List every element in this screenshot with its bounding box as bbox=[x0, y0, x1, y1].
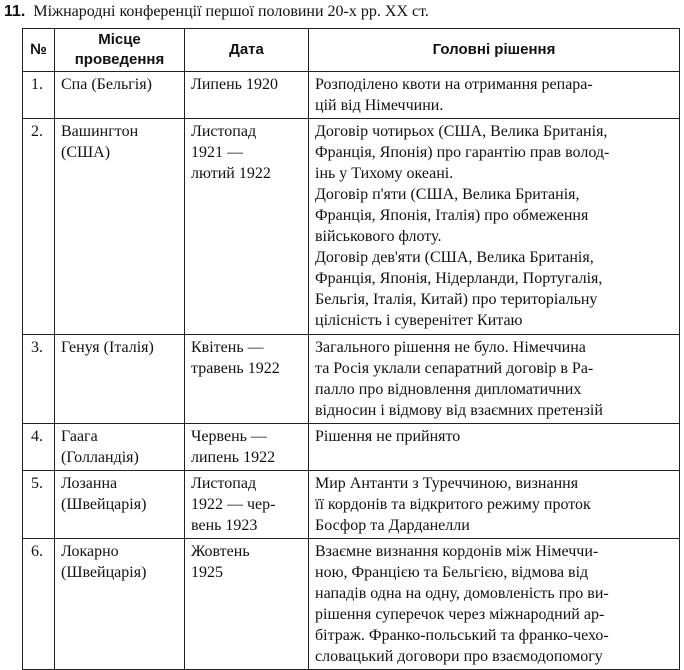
decision-line: Договір дев'яти (США, Велика Британія, bbox=[315, 249, 594, 266]
date-line: Жовтень bbox=[191, 543, 250, 560]
place-line: Спа (Бельгія) bbox=[61, 76, 152, 93]
date-line: 1922 — чер- bbox=[191, 496, 276, 513]
header-place-line1: Місце bbox=[98, 31, 141, 48]
place-line: (США) bbox=[61, 144, 111, 161]
row-number: 4. bbox=[23, 424, 55, 471]
decision-line: військового флоту. bbox=[315, 228, 442, 245]
row-number: 2. bbox=[23, 119, 55, 335]
place-cell bbox=[55, 335, 185, 424]
date-line: вень 1923 bbox=[191, 517, 258, 534]
date-cell bbox=[185, 119, 309, 335]
place-line: Лозанна bbox=[61, 475, 118, 492]
header-decisions: Головні рішення bbox=[309, 29, 680, 72]
table-row bbox=[23, 471, 680, 539]
date-cell bbox=[185, 539, 309, 670]
decisions-cell bbox=[309, 72, 680, 119]
table-row bbox=[23, 72, 680, 119]
decision-line: Договір п'яти (США, Велика Британія, bbox=[315, 186, 580, 203]
decision-line: Франція, Японія, Італія) про обмеження bbox=[315, 207, 589, 224]
place-line: Локарно bbox=[61, 543, 119, 560]
decisions-cell bbox=[309, 119, 680, 335]
date-line: липень 1922 bbox=[191, 449, 276, 466]
date-line: Липень 1920 bbox=[191, 76, 278, 93]
place-cell bbox=[55, 424, 185, 471]
decision-line: ною, Францією та Бельгією, відмова від bbox=[315, 564, 589, 581]
decision-line: рішення суперечок через міжнародний ар- bbox=[315, 606, 605, 623]
decision-line: та Росія уклали сепаратний договір в Ра- bbox=[315, 360, 594, 377]
place-cell bbox=[55, 539, 185, 670]
decisions-cell bbox=[309, 424, 680, 471]
place-cell bbox=[55, 471, 185, 539]
decision-line: Загального рішення не було. Німеччина bbox=[315, 339, 586, 356]
decision-line: словацький договори про взаємодопомогу bbox=[315, 648, 603, 665]
decision-line: Розподілено квоти на отримання репара- bbox=[315, 76, 593, 93]
decision-line: Бельгія, Італія, Китай) про територіальну bbox=[315, 291, 598, 308]
header-date: Дата bbox=[185, 29, 309, 72]
decisions-cell bbox=[309, 335, 680, 424]
decision-line: Мир Антанти з Туреччиною, визнання bbox=[315, 475, 579, 492]
table-header-row bbox=[23, 29, 680, 72]
decision-line: інь у Тихому океані. bbox=[315, 165, 454, 182]
place-line: Генуя (Італія) bbox=[61, 339, 154, 356]
header-place bbox=[55, 29, 185, 72]
header-num: № bbox=[23, 29, 55, 72]
date-cell bbox=[185, 335, 309, 424]
date-line: 1921 — bbox=[191, 144, 243, 161]
table-row bbox=[23, 335, 680, 424]
date-cell bbox=[185, 471, 309, 539]
row-number: 6. bbox=[23, 539, 55, 670]
conferences-table bbox=[22, 28, 680, 670]
row-number: 1. bbox=[23, 72, 55, 119]
date-line: Листопад bbox=[191, 123, 257, 140]
date-line: травень 1922 bbox=[191, 360, 280, 377]
decision-line: Взаємне визнання кордонів між Німеччи- bbox=[315, 543, 599, 560]
decisions-cell bbox=[309, 471, 680, 539]
date-line: Листопад bbox=[191, 475, 257, 492]
decision-line: Договір чотирьох (США, Велика Британія, bbox=[315, 123, 608, 140]
section-title: Міжнародні конференції першої половини 20-х рр. XX ст. bbox=[33, 3, 429, 20]
row-number: 5. bbox=[23, 471, 55, 539]
table-row bbox=[23, 119, 680, 335]
place-cell bbox=[55, 119, 185, 335]
date-line: Червень — bbox=[191, 428, 267, 445]
date-cell bbox=[185, 424, 309, 471]
decision-line: Франція, Японія, Нідерланди, Португалія, bbox=[315, 270, 603, 287]
decision-line: відносин і відмову від взаємних претензій bbox=[315, 402, 603, 419]
place-line: Вашингтон bbox=[61, 123, 139, 140]
decision-line: Рішення не прийнято bbox=[315, 428, 461, 445]
table-body bbox=[23, 72, 680, 670]
header-place-line2: проведення bbox=[74, 51, 165, 68]
decision-line: палло про відновлення дипломатичних bbox=[315, 381, 582, 398]
date-cell bbox=[185, 72, 309, 119]
row-number: 3. bbox=[23, 335, 55, 424]
date-line: 1925 bbox=[191, 564, 223, 581]
place-line: Гаага bbox=[61, 428, 98, 445]
decision-line: цій від Німеччини. bbox=[315, 97, 444, 114]
date-line: Квітень — bbox=[191, 339, 264, 356]
place-line: (Швейцарія) bbox=[61, 564, 147, 581]
table-row bbox=[23, 539, 680, 670]
decision-line: її кордонів та відкритого режиму проток bbox=[315, 496, 591, 513]
section-heading bbox=[4, 2, 429, 22]
table-row bbox=[23, 424, 680, 471]
decision-line: цілісність і суверенітет Китаю bbox=[315, 312, 523, 329]
place-cell bbox=[55, 72, 185, 119]
place-line: (Голландія) bbox=[61, 449, 139, 466]
decision-line: Босфор та Дарданелли bbox=[315, 517, 470, 534]
decision-line: Франція, Японія) про гарантію прав волод- bbox=[315, 144, 610, 161]
place-line: (Швейцарія) bbox=[61, 496, 147, 513]
date-line: лютий 1922 bbox=[191, 165, 271, 182]
decisions-cell bbox=[309, 539, 680, 670]
section-number: 11. bbox=[4, 3, 26, 20]
decision-line: бітраж. Франко-польський та франко-чехо- bbox=[315, 627, 609, 644]
decision-line: нападів одна на одну, домовленість про ви- bbox=[315, 585, 609, 602]
